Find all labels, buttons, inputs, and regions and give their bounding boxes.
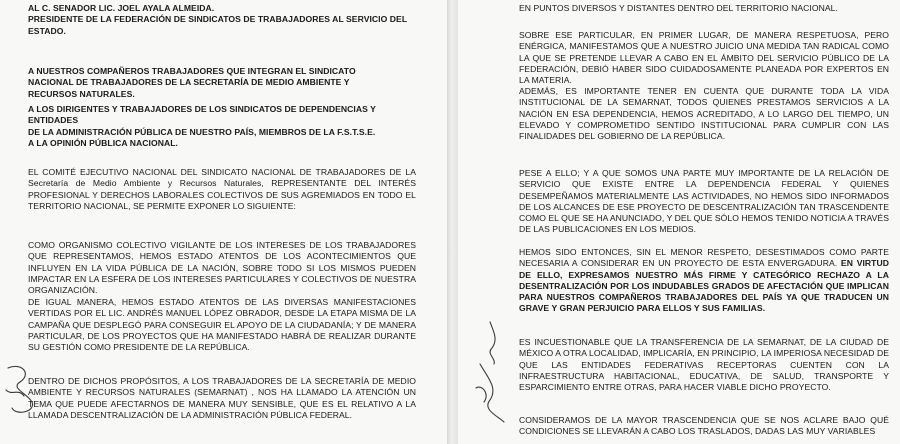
left-document-page [0,0,447,444]
body-paragraph: CONSIDERAMOS DE LA MAYOR TRASCENDENCIA QUE SE NOS ACLARE BAJO QUÉ CONDICIONES SE LLEVARÁN A CABO LOS TRASLADOS, DADAS LAS MUY VARIABLES [519,415,889,437]
body-paragraph: COMO ORGANISMO COLECTIVO VIGILANTE DE LOS INTERESES DE LOS TRABAJADORES QUE REPRESENTAMOS, HEMOS ESTADO ATENTOS DE LOS ACONTECIMIENTOS QUE INFLUYEN EN LA VIDA PÚBLICA DE LA NACIÓN, SOBRE TODO SI LOS MISMOS PUEDEN IMPACTAR EN LA ESFERA DE LOS INTERESES PARTICULARES Y COLECTIVOS DE NUESTRA ORGANIZACIÓN. [28,240,416,296]
greeting-line: A LOS DIRIGENTES Y TRABAJADORES DE LOS SINDICATOS DE DEPENDENCIAS Y ENTIDADES [28,104,376,126]
address-line: PRESIDENTE DE LA FEDERACIÓN DE SINDICATOS DE TRABAJADORES AL SERVICIO DEL [28,14,408,25]
bold-rejection-text: EN VIRTUD DE ELLO, EXPRESAMOS NUESTRO MÁS FIRME Y CATEGÓRICO RECHAZO A LA DESENTRALIZACIÓN POR LOS INDUDABLES GRADOS DE AFECTACIÓN QUE IMPLICAN PARA NUESTROS COMPAÑEROS TRABAJADORES DEL PAÍS YA QUE TRADUCEN UN GRAVE Y GRAN PERJUICIO PARA ELLOS Y SUS FAMILIAS. [519,258,889,314]
page-gutter [447,0,458,444]
body-paragraph: DENTRO DE DICHOS PROPÓSITOS, A LOS TRABAJADORES DE LA SECRETARÍA DE MEDIO AMBIENTE Y RECURSOS NATURALES (SEMARNAT) , NOS HA LLAMADO LA ATENCIÓN UN TEMA QUE PUEDE AFECTARNOS DE MANERA MUY SENSIBLE, QUE ES EL RELATIVO A LA LLAMADA DESCENTRALIZACIÓN DE LA ADMINISTRACIÓN PÚBLICA FEDERAL. [28,376,416,420]
body-paragraph: DE IGUAL MANERA, HEMOS ESTADO ATENTOS DE LAS DIVERSAS MANIFESTACIONES VERTIDAS POR EL LIC. ANDRÉS MANUEL LÓPEZ OBRADOR, DESDE LA ETAPA MISMA DE LA CAMPAÑA QUE DESPLEGÓ PARA CONSEGUIR EL APOYO DE LA CIUDADANÍA; Y DE MANERA PARTICULAR, DE LOS PROYECTOS QUE HA MANIFESTADO HABRÁ DE REALIZAR DURANTE SU GESTIÓN COMO PRESIDENTE DE LA REPÚBLICA. [28,297,416,353]
body-paragraph: ADEMÁS, ES IMPORTANTE TENER EN CUENTA QUE DURANTE TODA LA VIDA INSTITUCIONAL DE LA SEMARNAT, TODOS QUIENES PRESTAMOS SERVICIOS A LA NACIÓN EN ESA DEPENDENCIA, HEMOS ACREDITADO, A LO LARGO DEL TIEMPO, UN ELEVADO Y COMPROMETIDO SENTIDO INSTITUCIONAL PARA CUMPLIR CON LAS FINALIDADES DEL GOBIERNO DE LA REPÚBLICA. [519,86,889,142]
greeting-line: A LA OPINIÓN PÚBLICA NACIONAL. [28,137,178,148]
body-paragraph: PESE A ELLO; Y A QUE SOMOS UNA PARTE MUY IMPORTANTE DE LA RELACIÓN DE SERVICIO QUE EXISTE ENTRE LA DEPENDENCIA FEDERAL Y QUIENES DESEMPEÑAMOS MATERIALMENTE LAS ACTIVIDADES, NO HEMOS SIDO INFORMADOS DE LOS ALCANCES DE ESE PROYECTO DE DESCENTRALIZACIÓN TAN TRASCENDENTE COMO EL QUE SE HA ANUNCIADO, Y DEL QUE SÓLO HEMOS TENIDO NOTICIA A TRAVÉS DE LAS PUBLICACIONES EN LOS MEDIOS. [519,168,889,235]
right-document-page [458,0,900,444]
body-paragraph: ES INCUESTIONABLE QUE LA TRANSFERENCIA DE LA SEMARNAT, DE LA CIUDAD DE MÉXICO A OTRA LOCALIDAD, IMPLICARÍA, EN PRINCIPIO, LA IMPERIOSA NECESIDAD DE QUE LAS ENTIDADES FEDERATIVAS RECEPTORAS CUENTEN CON LA INFRAESTRUCTURA HABITACIONAL, EDUCATIVA, DE SALUD, TRANSPORTE Y ESPARCIMIENTO ENTRE OTRAS, PARA HACER VIABLE DICHO PROYECTO. [519,337,889,393]
greeting-leaders-block [28,104,393,149]
greeting-line: DE LA ADMINISTRACIÓN PÚBLICA DE NUESTRO PAÍS, MIEMBROS DE LA F.S.T.S.E. [28,126,376,137]
body-paragraph: EN PUNTOS DIVERSOS Y DISTANTES DENTRO DEL TERRITORIO NACIONAL. [519,3,838,13]
address-block [28,3,428,37]
handwritten-mark [468,318,518,428]
intro-paragraph: EL COMITÉ EJECUTIVO NACIONAL DEL SINDICATO NACIONAL DE TRABAJADORES DE LA Secretaría de Medio Ambiente y Recursos Naturales, REPRESENTANTE DEL INTERÉS PROFESIONAL Y DERECHOS LABORALES COLECTIVOS DE SUS AGREMIADOS EN TODO EL TERRITORIO NACIONAL, SE PERMITE EXPONER LO SIGUIENTE: [28,167,416,211]
address-line: AL C. SENADOR LIC. JOEL AYALA ALMEIDA. [28,3,215,13]
address-line: ESTADO. [28,25,66,36]
body-paragraph: SOBRE ESE PARTICULAR, EN PRIMER LUGAR, DE MANERA RESPETUOSA, PERO ENÉRGICA, MANIFESTAMOS QUE A NUESTRO JUICIO UNA MEDIDA TAN RADICAL COMO LA QUE SE PRETENDE LLEVAR A CABO EN EL ÁMBITO DEL SERVICIO PÚBLICO DE LA FEDERACIÓN, DEBIÓ HABER SIDO CUIDADOSAMENTE PLANEADA POR EXPERTOS EN LA MATERIA. [519,30,889,86]
greeting-union-workers: A NUESTROS COMPAÑEROS TRABAJADORES QUE INTEGRAN EL SINDICATO NACIONAL DE TRABAJADORES DE LA SECRETARÍA DE MEDIO AMBIENTE Y RECURSOS NATURALES. [28,66,356,99]
rejection-paragraph [519,247,889,315]
paragraph-text: HEMOS SIDO ENTONCES, SIN EL MENOR RESPETO, DESESTIMADOS COMO PARTE NECESARIA A CONSIDERAR EN UN PROYECTO DE ESTA ENVERGADURA. [519,247,889,269]
